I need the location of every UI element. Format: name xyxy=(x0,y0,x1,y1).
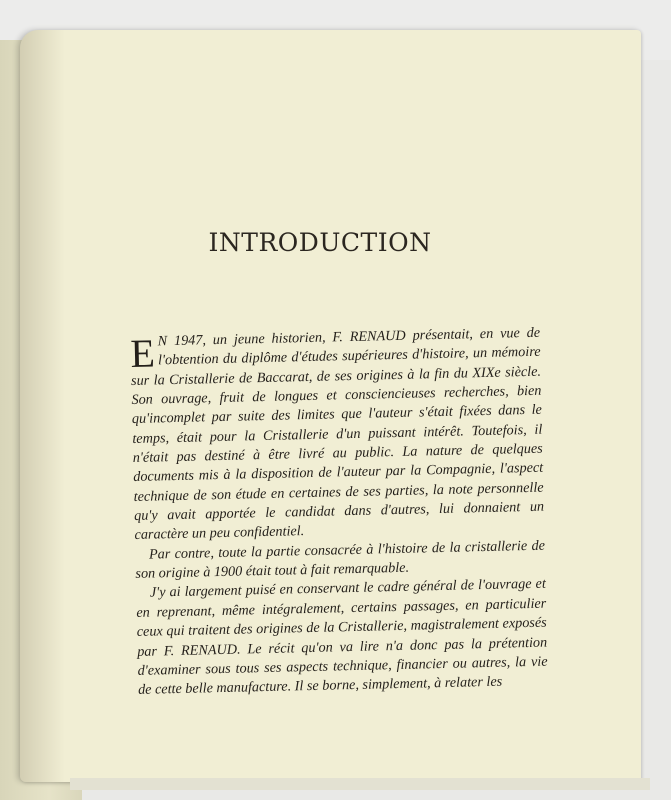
page-gutter-shadow xyxy=(20,30,65,782)
paragraph-1 xyxy=(130,324,545,546)
page-bottom-edge xyxy=(70,778,650,790)
drop-cap: E xyxy=(129,330,156,376)
paragraph-1-text: N 1947, un jeune historien, F. RENAUD présentait, en vue de l'obtention du diplôme d'études supérieures d'histoire, un mémoire sur la Cristallerie de Baccarat, de ses origines à la fin du XIXe siècle. Son ouvrage, fruit de longues et consciencieuses recherches, bien qu'incomplet par suite des limites que l'auteur s'était fixées dans le temps, était pour la Cristallerie d'un puissant intérêt. Toutefois, il n'était pas destiné à être livré au public. La nature de quelques documents mis à la disposition de l'auteur par la Compagnie, l'aspect technique de son étude en certaines de ses parties, la note personnelle qu'y avait apportée le candidat dans d'autres, lui donnaient un caractère un peu confidentiel. xyxy=(130,324,545,544)
body-text xyxy=(130,324,548,701)
paragraph-3: J'y ai largement puisé en conservant le cadre général de l'ouvrage et en reprenant, même intégralement, certains passages, en particulier ceux qui traitent des origines de la Cristallerie, magistralement exposés par F. RENAUD. Le récit qu'on va lire n'a donc pas la prétention d'examiner sous tous ses aspects technique, financier ou autres, la vie de cette belle manufacture. Il se borne, simplement, à relater les xyxy=(136,576,548,699)
page-title: INTRODUCTION xyxy=(208,228,432,257)
paragraph-2: Par contre, toute la partie consacrée à l'histoire de la cristallerie de son origine à 1900 était tout à fait remarquable. xyxy=(135,537,546,583)
